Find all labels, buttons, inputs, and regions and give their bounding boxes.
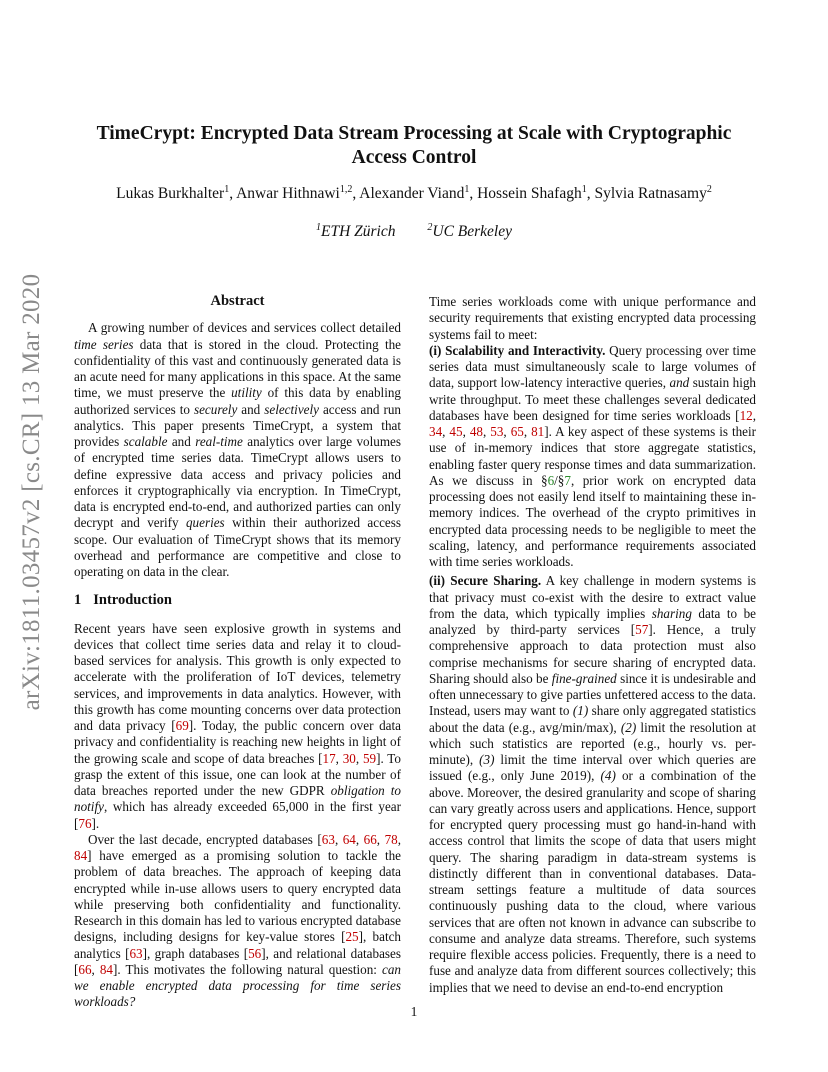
affiliation-1 xyxy=(316,223,396,240)
section-ref-link[interactable]: 6 xyxy=(547,472,555,488)
affiliation-2 xyxy=(427,223,512,240)
section-title: Introduction xyxy=(93,592,172,609)
abstract-heading: Abstract xyxy=(210,293,265,309)
intro-paragraph-2: Over the last decade, encrypted databases [63, 64, 66, 78, 84] have emerged as a promising solution to tackle the problem of data breaches. The approach of keeping data encrypted while in-use allows users to query encrypted data while preserving both confidentiality and functionality. Research in this domain has led to various encrypted database designs, including designs for key-value stores [25], batch analytics [63], graph databases [56], and relational databases [66, 84]. This motivates the following natural question: can we enable encrypted data processing for time series workloads? xyxy=(74,831,402,1010)
title-line-2: Access Control xyxy=(351,147,477,168)
section-heading-introduction xyxy=(74,592,401,608)
affiliation-name: UC Berkeley xyxy=(432,223,512,240)
author-name: Alexander Viand xyxy=(359,185,465,202)
citation-link[interactable]: 34 xyxy=(429,424,443,439)
citation-link[interactable]: 56 xyxy=(248,945,262,961)
author-name: Lukas Burkhalter xyxy=(116,185,225,202)
affiliations xyxy=(60,223,768,241)
affiliation-mark: 1 xyxy=(316,221,321,233)
requirements-intro: Time series workloads come with unique performance and security requirements that existing encrypted data processing systems fail to meet: xyxy=(429,294,756,342)
author-name: Anwar Hithnawi xyxy=(236,185,340,202)
citation-link[interactable]: 59 xyxy=(362,750,377,766)
author-affiliation-mark: 1 xyxy=(581,183,587,195)
citation-link[interactable]: 78 xyxy=(384,831,398,847)
paragraph-run-in-heading: (ii) Secure Sharing. xyxy=(429,573,542,589)
citation-link[interactable]: 17 xyxy=(322,750,336,766)
citation-link[interactable]: 63 xyxy=(321,831,335,847)
citation-link[interactable]: 81 xyxy=(531,424,545,439)
abstract-body: A growing number of devices and services collect detailed time series data that is stored in the cloud. Protecting the confidentiality of this vast and continuously generated data is an acute need for many applications in this space. At the same time, we must preserve the utility of this data by enabling authorized services to securely and selectively access and run analytics. This paper presents TimeCrypt, a system that provides scalable and real-time analytics over large volumes of encrypted time series data. TimeCrypt allows users to define expressive data access and privacy policies and enforces it cryptographically via encryption. In TimeCrypt, data is encrypted end-to-end, and authorized parties can only decrypt and verify queries within their authorized access scope. Our evaluation of TimeCrypt shows that its memory overhead and performance are competitive and close to operating on data in the clear. xyxy=(74,320,402,579)
citation-link[interactable]: 84 xyxy=(99,961,113,977)
intro-paragraph-1: Recent years have seen explosive growth in systems and devices that collect time series data and relay it to cloud-based services for analysis. This growth is only expected to accelerate with the proliferation of IoT devices, telemetry services, and improvements in data analytics. However, with this growth has come mounting concerns over data protection and data privacy [69]. Today, the public concern over data privacy and confidentiality is reaching new heights in light of the growing scale and scope of data breaches [17, 30, 59]. To grasp the extent of this issue, one can look at the number of data breaches reported under the new GDPR obligation to notify, which has already exceeded 65,000 in the first year [76]. xyxy=(74,620,401,831)
author-affiliation-mark: 2 xyxy=(706,183,712,195)
title-line-1: TimeCrypt: Encrypted Data Stream Processing at Scale with Cryptographic xyxy=(96,123,732,144)
section-number: 1 xyxy=(74,592,82,609)
arxiv-stamp xyxy=(0,0,60,1072)
author-name: Hossein Shafagh xyxy=(477,185,582,202)
arxiv-identifier: arXiv:1811.03457v2 [cs.CR] 13 Mar 2020 xyxy=(18,273,45,711)
citation-link[interactable]: 63 xyxy=(129,945,143,961)
citation-link[interactable]: 25 xyxy=(345,929,359,945)
citation-link[interactable]: 76 xyxy=(78,815,92,831)
citation-link[interactable]: 65 xyxy=(510,424,524,439)
citation-link[interactable]: 30 xyxy=(342,750,356,766)
paper-title xyxy=(60,122,768,170)
citation-link[interactable]: 57 xyxy=(635,622,649,637)
right-column xyxy=(429,294,756,996)
citation-link[interactable]: 45 xyxy=(449,424,463,439)
citation-link[interactable]: 64 xyxy=(342,831,356,847)
paragraph-secure-sharing: (ii) Secure Sharing. A key challenge in modern systems is that privacy must co-exist with the desire to extract value from the data, which typically implies sharing data to be analyzed by third-party services [57]. Hence, a truly comprehensive approach to data protection must also comprise mechanisms for secure sharing of encrypted data. Sharing should also be fine-grained since it is undesirable and often unnecessary to give parties unfettered access to the data. Instead, users may want to (1) share only aggregated statistics about the data (e.g., avg/min/max), (2) limit the resolution at which such statistics are reported (e.g., hourly vs. per-minute), (3) limit the time interval over which queries are issued (e.g., only June 2019), (4) or a combination of the above. Moreover, the desired granularity and scope of sharing can vary greatly across users and applications. Hence, support for encrypted query processing must go hand-in-hand with access control that limits the scope of data that users might query. The sharing paradigm in data-stream systems is distinctly different than in conventional databases. Data-stream settings feature a multitude of data sources continuously pushing data to the cloud, where various services that are often not known in advance can subscribe to consume and analyze data streams. Therefore, such systems require flexible access policies. Frequently, there is a need to fuse and analyze data from different sources collectively; this implies that we need to devise an end-to-end encryption xyxy=(429,573,757,995)
citation-link[interactable]: 84 xyxy=(74,848,88,863)
citation-link[interactable]: 69 xyxy=(175,718,189,733)
author-affiliation-mark: 1,2 xyxy=(339,183,353,195)
citation-link[interactable]: 12 xyxy=(739,407,753,423)
author-affiliation-mark: 1 xyxy=(224,183,230,195)
section-ref-link[interactable]: 7 xyxy=(564,472,571,488)
affiliation-name: ETH Zürich xyxy=(321,223,396,240)
author-list: Lukas Burkhalter$^1$, Anwar Hithnawi$^{1,2}$, Alexander Viand$^1$, Hossein Shafagh$^1$, Sylvia Ratnasamy$^2$ xyxy=(116,183,712,202)
author-affiliation-mark: 1 xyxy=(464,183,470,195)
citation-link[interactable]: 48 xyxy=(469,424,483,439)
paragraph-scalability: (i) Scalability and Interactivity. Query processing over time series data must simultaneously scale to large volumes of data, support low-latency interactive queries, and sustain high write throughput. To meet these challenges several dedicated databases have been designed for time series workloads [12, 34, 45, 48, 53, 65, 81]. A key aspect of these systems is their use of in-memory indices that store aggregate statistics, enabling faster query response times and data summarization. As we discuss in §6/§7, prior work on encrypted data processing does not easily lend itself to maintaining these in-memory indices. The overhead of the crypto primitives in encrypted data processing needs to be negligible to meet the scaling, latency, and performance requirements associated with time series workloads. xyxy=(429,342,757,569)
left-column xyxy=(74,293,401,1011)
citation-link[interactable]: 66 xyxy=(363,831,377,847)
affiliation-mark: 2 xyxy=(427,221,433,233)
citation-link[interactable]: 66 xyxy=(78,961,92,977)
page-number: 1 xyxy=(410,1004,418,1019)
author-name: Sylvia Ratnasamy xyxy=(594,185,707,202)
citation-link[interactable]: 53 xyxy=(490,424,504,439)
paragraph-run-in-heading: (i) Scalability and Interactivity. xyxy=(429,342,606,358)
